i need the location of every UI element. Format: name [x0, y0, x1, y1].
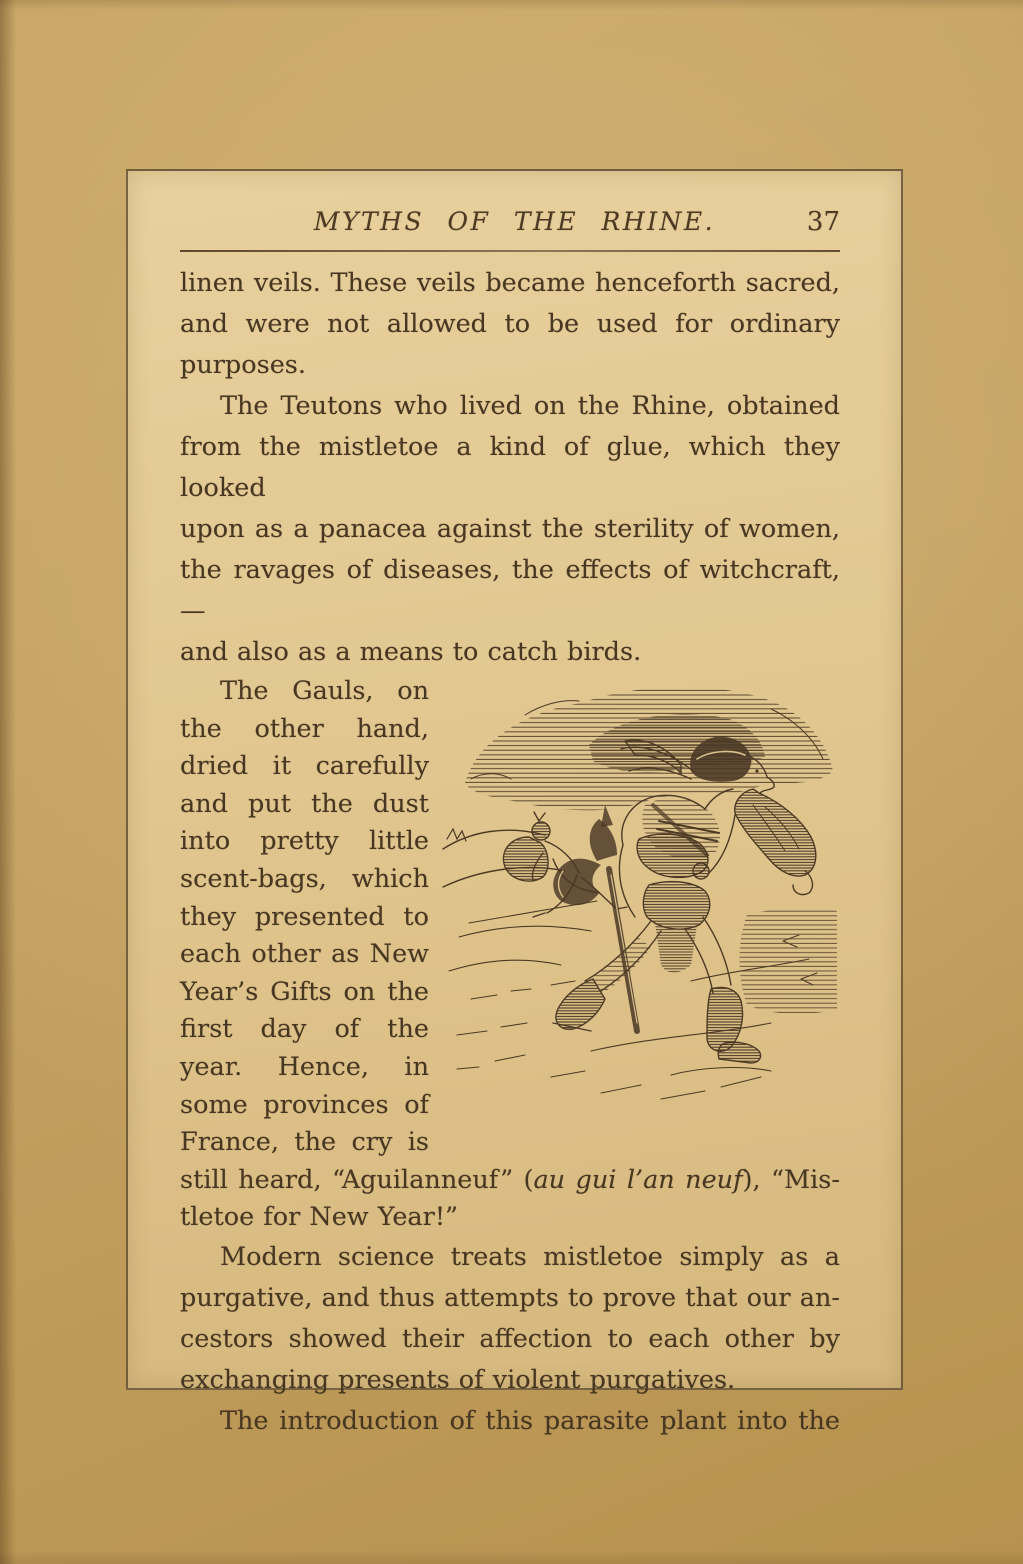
text-segment: dried it carefully — [180, 751, 429, 782]
text-segment: into pretty little — [180, 826, 429, 857]
paragraph — [180, 386, 840, 673]
text-segment: upon as a panacea against the sterility of women, — [180, 514, 840, 544]
engraving-drawing — [441, 679, 840, 1119]
text-line — [180, 1401, 840, 1442]
text-segment: exchanging presents of violent purgatives. — [180, 1364, 736, 1395]
text-segment: Modern science treats mistletoe simply as a — [220, 1241, 840, 1272]
paragraph — [180, 1401, 840, 1442]
text-segment: each other as New — [180, 939, 429, 970]
text-line — [180, 550, 840, 632]
header-rule — [180, 250, 840, 252]
text-segment: from the mistletoe a kind of glue, which they looked — [180, 432, 840, 503]
paragraph — [180, 673, 840, 1237]
text-segment: tletoe for New Year!” — [180, 1202, 459, 1233]
text-line — [180, 1319, 840, 1360]
text-segment: and put the dust — [180, 788, 429, 819]
text-segment: The Teutons who lived on the Rhine, obtained — [220, 391, 840, 421]
text-segment: some provinces of — [180, 1089, 429, 1120]
text-segment: cestors showed their affection to each other by — [180, 1323, 840, 1354]
text-line — [180, 1162, 840, 1200]
text-body — [180, 263, 840, 1442]
text-line — [180, 1199, 840, 1237]
text-segment: they presented to — [180, 901, 429, 932]
text-line — [180, 1360, 840, 1401]
text-segment: linen veils. These veils became henceforth sacred, — [180, 268, 840, 298]
text-segment: the other hand, — [180, 713, 429, 744]
illustration-gaul-warrior-engraving — [441, 679, 840, 1149]
text-segment: Year’s Gifts on the — [180, 976, 429, 1007]
page-frame — [126, 169, 903, 1436]
scan-gutter-shadow — [0, 0, 16, 1564]
paragraph — [180, 263, 840, 386]
text-segment: the ravages of diseases, the effects of witchcraft,— — [180, 555, 840, 626]
page-number: 37 — [806, 207, 840, 237]
text-line — [180, 632, 840, 673]
scan-bottom-shadow — [0, 1550, 1023, 1564]
text-line — [180, 263, 840, 304]
text-segment: scent-bags, which — [180, 863, 429, 894]
paragraph — [180, 1237, 840, 1401]
text-segment: year. Hence, in — [180, 1051, 429, 1082]
text-line — [180, 1237, 840, 1278]
text-line — [180, 427, 840, 509]
text-line — [180, 304, 840, 345]
text-segment: The introduction of this parasite plant into the — [220, 1405, 840, 1436]
text-segment: ), “Mis- — [742, 1164, 841, 1195]
page-header — [128, 204, 901, 240]
text-line — [180, 509, 840, 550]
text-segment: and also as a means to catch birds. — [180, 637, 642, 667]
text-segment: France, the cry is — [180, 1127, 429, 1158]
text-line — [180, 1278, 840, 1319]
text-segment: still heard, “Aguilanneuf” ( — [180, 1164, 534, 1195]
scan-top-shadow — [0, 0, 1023, 10]
italic-phrase: au gui l’an neuf — [533, 1164, 743, 1195]
running-header-title: MYTHS OF THE RHINE. — [313, 207, 716, 236]
text-segment: and were not allowed to be used for ordinary — [180, 309, 840, 339]
text-line — [180, 345, 840, 386]
text-segment: purgative, and thus attempts to prove that our an- — [180, 1282, 840, 1313]
text-segment: The Gauls, on — [220, 676, 429, 706]
text-segment: first day of the — [180, 1014, 429, 1045]
text-line — [180, 386, 840, 427]
text-segment: purposes. — [180, 350, 306, 380]
